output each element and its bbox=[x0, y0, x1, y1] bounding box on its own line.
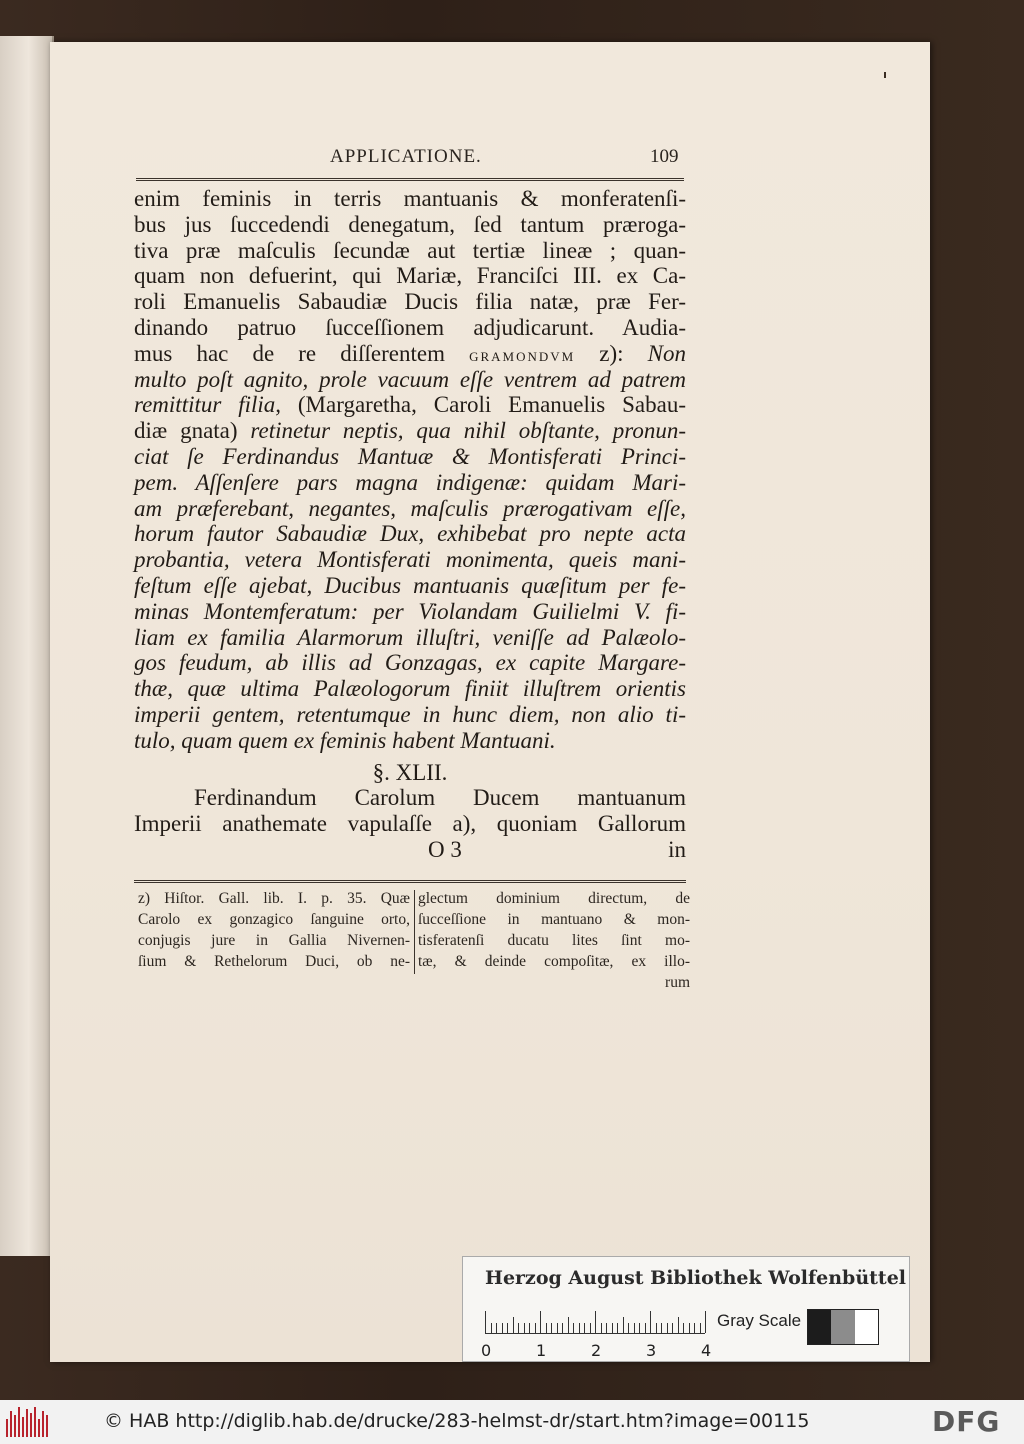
ruler-tick bbox=[639, 1323, 640, 1333]
ruler-tick bbox=[606, 1323, 607, 1333]
ruler-tick bbox=[623, 1317, 624, 1333]
ruler-tick bbox=[562, 1323, 563, 1333]
logo-bar bbox=[38, 1419, 40, 1437]
footnote-line: ſucceſſione in mantuano & mon- bbox=[418, 911, 690, 928]
dfg-logo: DFG bbox=[932, 1405, 1001, 1438]
logo-bar bbox=[42, 1411, 44, 1437]
ruler-tick bbox=[551, 1323, 552, 1333]
quotation-line: horum fautor Sabaudiæ Dux, exhibebat pro nepte acta bbox=[134, 521, 686, 547]
previous-page-edge bbox=[0, 36, 54, 1256]
text-line bbox=[134, 341, 686, 367]
footnote-line: glectum dominium directum, de bbox=[418, 890, 690, 907]
footnote-line: ſium & Rethelorum Duci, ob ne- bbox=[138, 953, 410, 970]
gray-step bbox=[855, 1310, 878, 1344]
footnote-catchword: rum bbox=[665, 974, 690, 991]
ruler-tick bbox=[700, 1323, 701, 1333]
ruler-tick bbox=[612, 1323, 613, 1333]
text-line: roli Emanuelis Sabaudiæ Ducis filia natæ, præ Fer- bbox=[134, 289, 686, 315]
quotation-line: imperii gentem, retentumque in hunc diem, non alio ti- bbox=[134, 701, 686, 727]
ruler-tick bbox=[656, 1323, 657, 1333]
ruler-tick bbox=[491, 1323, 492, 1333]
ruler-tick bbox=[590, 1323, 591, 1333]
ruler-tick bbox=[689, 1323, 690, 1333]
ruler-tick bbox=[518, 1323, 519, 1333]
page-number: 109 bbox=[650, 146, 679, 167]
ruler-tick bbox=[705, 1311, 706, 1333]
ruler-tick bbox=[667, 1323, 668, 1333]
quotation-line: multo poſt agnito, prole vacuum eſſe ventrem ad patrem bbox=[134, 366, 686, 392]
ruler-tick bbox=[529, 1323, 530, 1333]
footnote-line: conjugis jure in Gallia Nivernen- bbox=[138, 932, 410, 949]
ruler-tick bbox=[507, 1323, 508, 1333]
text-line: Imperii anathemate vapulaſſe a), quoniam Gallorum bbox=[134, 811, 686, 837]
quotation-line: gos feudum, ab illis ad Gonzagas, ex capite Margare- bbox=[134, 650, 686, 676]
ruler-tick bbox=[628, 1323, 629, 1333]
footnote-line: z) Hiſtor. Gall. lib. I. p. 35. Quæ bbox=[138, 890, 410, 907]
scale-number: 3 bbox=[646, 1341, 657, 1360]
text-line: enim feminis in terris mantuanis & monferatenſi- bbox=[134, 186, 686, 211]
ruler-tick bbox=[535, 1323, 536, 1333]
text-fragment: (Margaretha, Caroli Emanuelis Sabau- bbox=[281, 392, 686, 418]
text-fragment: diæ gnata) bbox=[134, 418, 251, 444]
quotation-line: pem. Aſſenſere pars magna indigenæ: quidam Mari- bbox=[134, 469, 686, 495]
signature-mark: O 3 bbox=[428, 836, 462, 862]
gray-scale-label: Gray Scale bbox=[717, 1311, 802, 1330]
footer-bar bbox=[0, 1400, 1024, 1444]
gray-step bbox=[831, 1310, 854, 1344]
running-head: APPLICATIONE. bbox=[330, 146, 482, 167]
ruler-tick bbox=[634, 1323, 635, 1333]
footnote-line: tisferatenſi ducatu lites ſint mo- bbox=[418, 932, 690, 949]
catchword: in bbox=[668, 836, 686, 862]
ruler-tick bbox=[617, 1323, 618, 1333]
ruler-tick bbox=[595, 1311, 596, 1333]
signature-line bbox=[134, 837, 686, 863]
ruler-tick bbox=[579, 1323, 580, 1333]
main-text bbox=[134, 186, 686, 863]
logo-bar bbox=[14, 1415, 16, 1437]
footnote-rule bbox=[134, 880, 686, 883]
ruler-tick bbox=[694, 1323, 695, 1333]
ruler-tick bbox=[502, 1323, 503, 1333]
ruler-tick bbox=[513, 1317, 514, 1333]
gray-scale-swatch bbox=[807, 1309, 879, 1345]
ruler-tick bbox=[601, 1323, 602, 1333]
logo-bar bbox=[46, 1415, 48, 1437]
ruler-tick bbox=[557, 1323, 558, 1333]
scale-number: 0 bbox=[481, 1341, 492, 1360]
text-fragment: mus hac de re diſſerentem bbox=[134, 340, 470, 366]
author-name-small-caps: gramondvm bbox=[469, 344, 576, 366]
text-line: Ferdinandum Carolum Ducem mantuanum bbox=[194, 785, 686, 811]
quotation-line: ciat ſe Ferdinandus Mantuæ & Montisferati Princi- bbox=[134, 443, 686, 469]
scale-number: 1 bbox=[536, 1341, 547, 1360]
text-line bbox=[134, 418, 686, 444]
logo-bar bbox=[10, 1411, 12, 1437]
ruler-tick bbox=[672, 1323, 673, 1333]
text-line bbox=[134, 392, 686, 418]
quotation-line: tulo, quam quem ex feminis habent Mantuani. bbox=[134, 727, 556, 753]
quotation-line: thæ, quæ ultima Palæologorum finiit illuſtrem orientis bbox=[134, 676, 686, 702]
ruler-tick bbox=[568, 1317, 569, 1333]
text-line: dinando patruo ſucceſſionem adjudicarunt. Audia- bbox=[134, 314, 686, 340]
footnote-column-right bbox=[418, 888, 690, 993]
footnote-divider bbox=[414, 890, 415, 974]
scale-ruler bbox=[485, 1305, 705, 1339]
logo-bar bbox=[6, 1419, 8, 1437]
quotation-line: minas Montemferatum: per Violandam Guilielmi V. fi- bbox=[134, 598, 686, 624]
ruler-tick bbox=[524, 1323, 525, 1333]
ruler-tick bbox=[584, 1323, 585, 1333]
scale-number: 2 bbox=[591, 1341, 602, 1360]
scale-number: 4 bbox=[701, 1341, 712, 1360]
footnote-column-left bbox=[138, 888, 410, 972]
quotation-line: feſtum eſſe ajebat, Ducibus mantuanis quæſitum per fe- bbox=[134, 572, 686, 598]
hab-logo-icon bbox=[6, 1407, 48, 1437]
logo-bar bbox=[30, 1413, 32, 1437]
footnote-line: Carolo ex gonzagico ſanguine orto, bbox=[138, 911, 410, 928]
quotation-fragment: retinetur neptis, qua nihil obſtante, pronun- bbox=[250, 418, 686, 444]
scale-numbers bbox=[481, 1341, 725, 1361]
gray-step bbox=[808, 1310, 831, 1344]
logo-bar bbox=[34, 1407, 36, 1437]
text-line: quam non defuerint, qui Mariæ, Franciſci III. ex Ca- bbox=[134, 263, 686, 289]
library-name: Herzog August Bibliothek Wolfenbüttel bbox=[485, 1267, 906, 1289]
ruler-tick bbox=[678, 1317, 679, 1333]
citation-url[interactable]: © HAB http://diglib.hab.de/drucke/283-helmst-dr/start.htm?image=00115 bbox=[104, 1410, 810, 1432]
footnote-reference: z): bbox=[575, 340, 648, 366]
ruler-tick bbox=[573, 1323, 574, 1333]
quotation-line: liam ex familia Alarmorum illuſtri, veniſſe ad Palæolo- bbox=[134, 624, 686, 650]
text-line: bus jus ſuccedendi denegatum, ſed tantum præroga- bbox=[134, 211, 686, 237]
logo-bar bbox=[18, 1407, 20, 1437]
header-rule bbox=[136, 178, 684, 181]
text-line: tiva præ maſculis ſecundæ aut tertiæ lineæ ; quan- bbox=[134, 237, 686, 263]
ink-speck bbox=[884, 72, 886, 78]
quotation-line: probantia, vetera Montisferati monimenta, queis mani- bbox=[134, 547, 686, 573]
color-calibration-card bbox=[462, 1256, 910, 1362]
logo-bar bbox=[22, 1417, 24, 1437]
quotation-fragment: remittitur filia, bbox=[134, 392, 282, 418]
footnote-line: tæ, & deinde compoſitæ, ex illo- bbox=[418, 953, 690, 970]
section-heading: §. XLII. bbox=[372, 759, 448, 785]
ruler-tick bbox=[546, 1323, 547, 1333]
ruler-tick bbox=[650, 1311, 651, 1333]
logo-bar bbox=[26, 1409, 28, 1437]
ruler-tick bbox=[496, 1323, 497, 1333]
ruler-tick bbox=[661, 1323, 662, 1333]
ruler-tick bbox=[485, 1311, 486, 1333]
quotation-start: Non bbox=[647, 340, 686, 366]
ruler-tick bbox=[540, 1311, 541, 1333]
ruler-tick bbox=[683, 1323, 684, 1333]
quotation-line: am præferebant, negantes, maſculis prærogativam eſſe, bbox=[134, 495, 686, 521]
ruler-tick bbox=[645, 1323, 646, 1333]
